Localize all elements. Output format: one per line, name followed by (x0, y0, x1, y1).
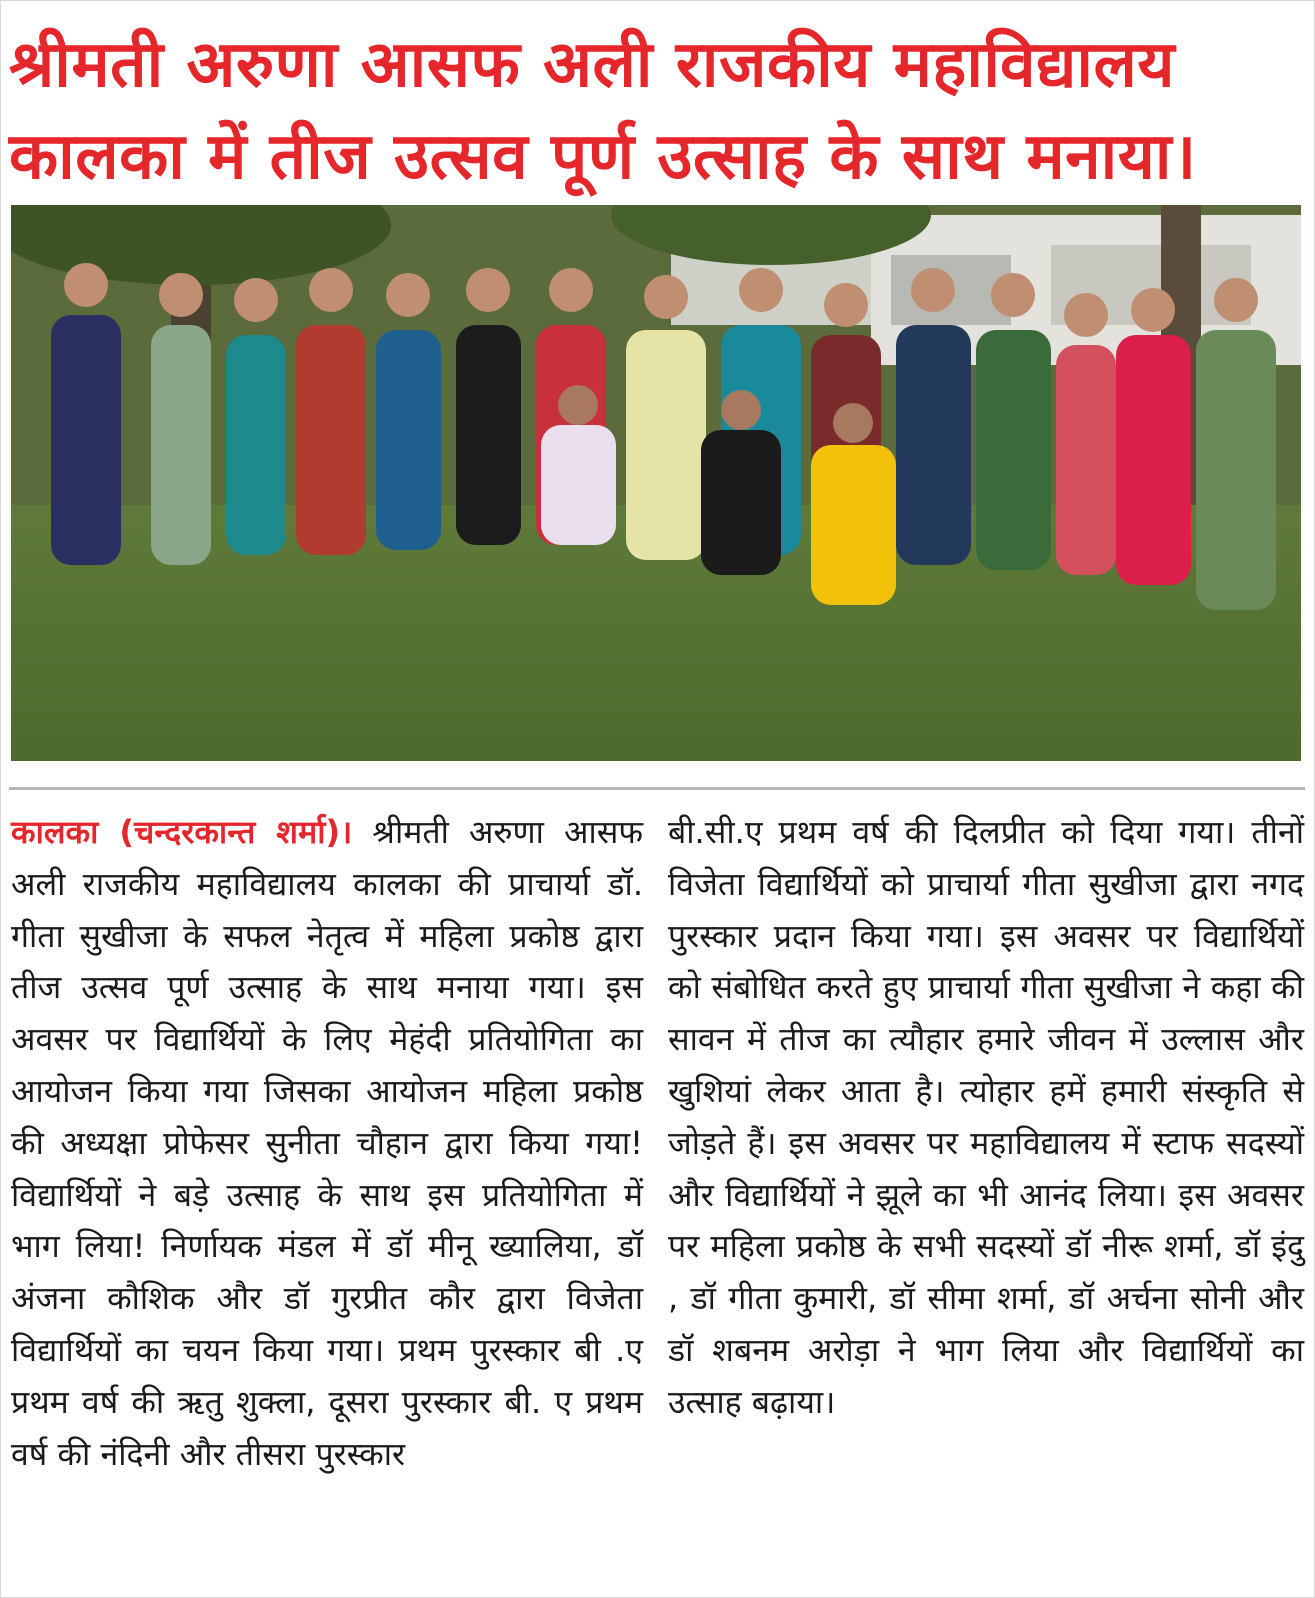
article-column-left (11, 807, 643, 1480)
group-photo-icon (11, 205, 1301, 761)
headline (9, 19, 1299, 203)
headline-line-1: श्रीमती अरुणा आसफ अली राजकीय महाविद्यालय (9, 28, 1176, 102)
headline-line-2: कालका में तीज उत्सव पूर्ण उत्साह के साथ मनाया। (9, 120, 1197, 194)
article-text-left: श्रीमती अरुणा आसफ अली राजकीय महाविद्यालय कालका की प्राचार्या डॉ. गीता सुखीजा के सफल नेतृत्व में महिला प्रकोष्ठ द्वारा तीज उत्सव पूर्ण उत्साह के साथ मनाया गया। इस अवसर पर विद्यार्थियों के लिए मेहंदी प्रतियोगिता का आयोजन किया गया जिसका आयोजन महिला प्रकोष्ठ की अध्यक्षा प्रोफेसर सुनीता चौहान द्वारा किया गया! विद्यार्थियों ने बड़े उत्साह के साथ इस प्रतियोगिता में भाग लिया! निर्णायक मंडल में डॉ मीनू ख्यालिया, डॉ अंजना कौशिक और डॉ गुरप्रीत कौर द्वारा विजेता विद्यार्थियों का चयन किया गया। प्रथम पुरस्कार बी .ए प्रथम वर्ष की ऋतु शुक्ला, दूसरा पुरस्कार बी. ए प्रथम वर्ष की नंदिनी और तीसरा पुरस्कार (11, 813, 643, 1473)
article-column-right (668, 807, 1304, 1429)
group-photo (11, 205, 1301, 761)
section-divider (9, 787, 1305, 790)
byline: कालका (चन्दरकान्त शर्मा)। (11, 813, 353, 851)
article-text-right: बी.सी.ए प्रथम वर्ष की दिलप्रीत को दिया गया। तीनों विजेता विद्यार्थियों को प्राचार्या गीता सुखीजा द्वारा नगद पुरस्कार प्रदान किया गया। इस अवसर पर विद्यार्थियों को संबोधित करते हुए प्राचार्या गीता सुखीजा ने कहा की सावन में तीज का त्यौहार हमारे जीवन में उल्लास और खुशियां लेकर आता है। त्योहार हमें हमारी संस्कृति से जोड़ते हैं। इस अवसर पर महाविद्यालय में स्टाफ सदस्यों और विद्यार्थियों ने झूले का भी आनंद लिया। इस अवसर पर महिला प्रकोष्ठ के सभी सदस्यों डॉ नीरू शर्मा, डॉ इंदु , डॉ गीता कुमारी, डॉ सीमा शर्मा, डॉ अर्चना सोनी और डॉ शबनम अरोड़ा ने भाग लिया और विद्यार्थियों का उत्साह बढ़ाया। (668, 813, 1304, 1421)
